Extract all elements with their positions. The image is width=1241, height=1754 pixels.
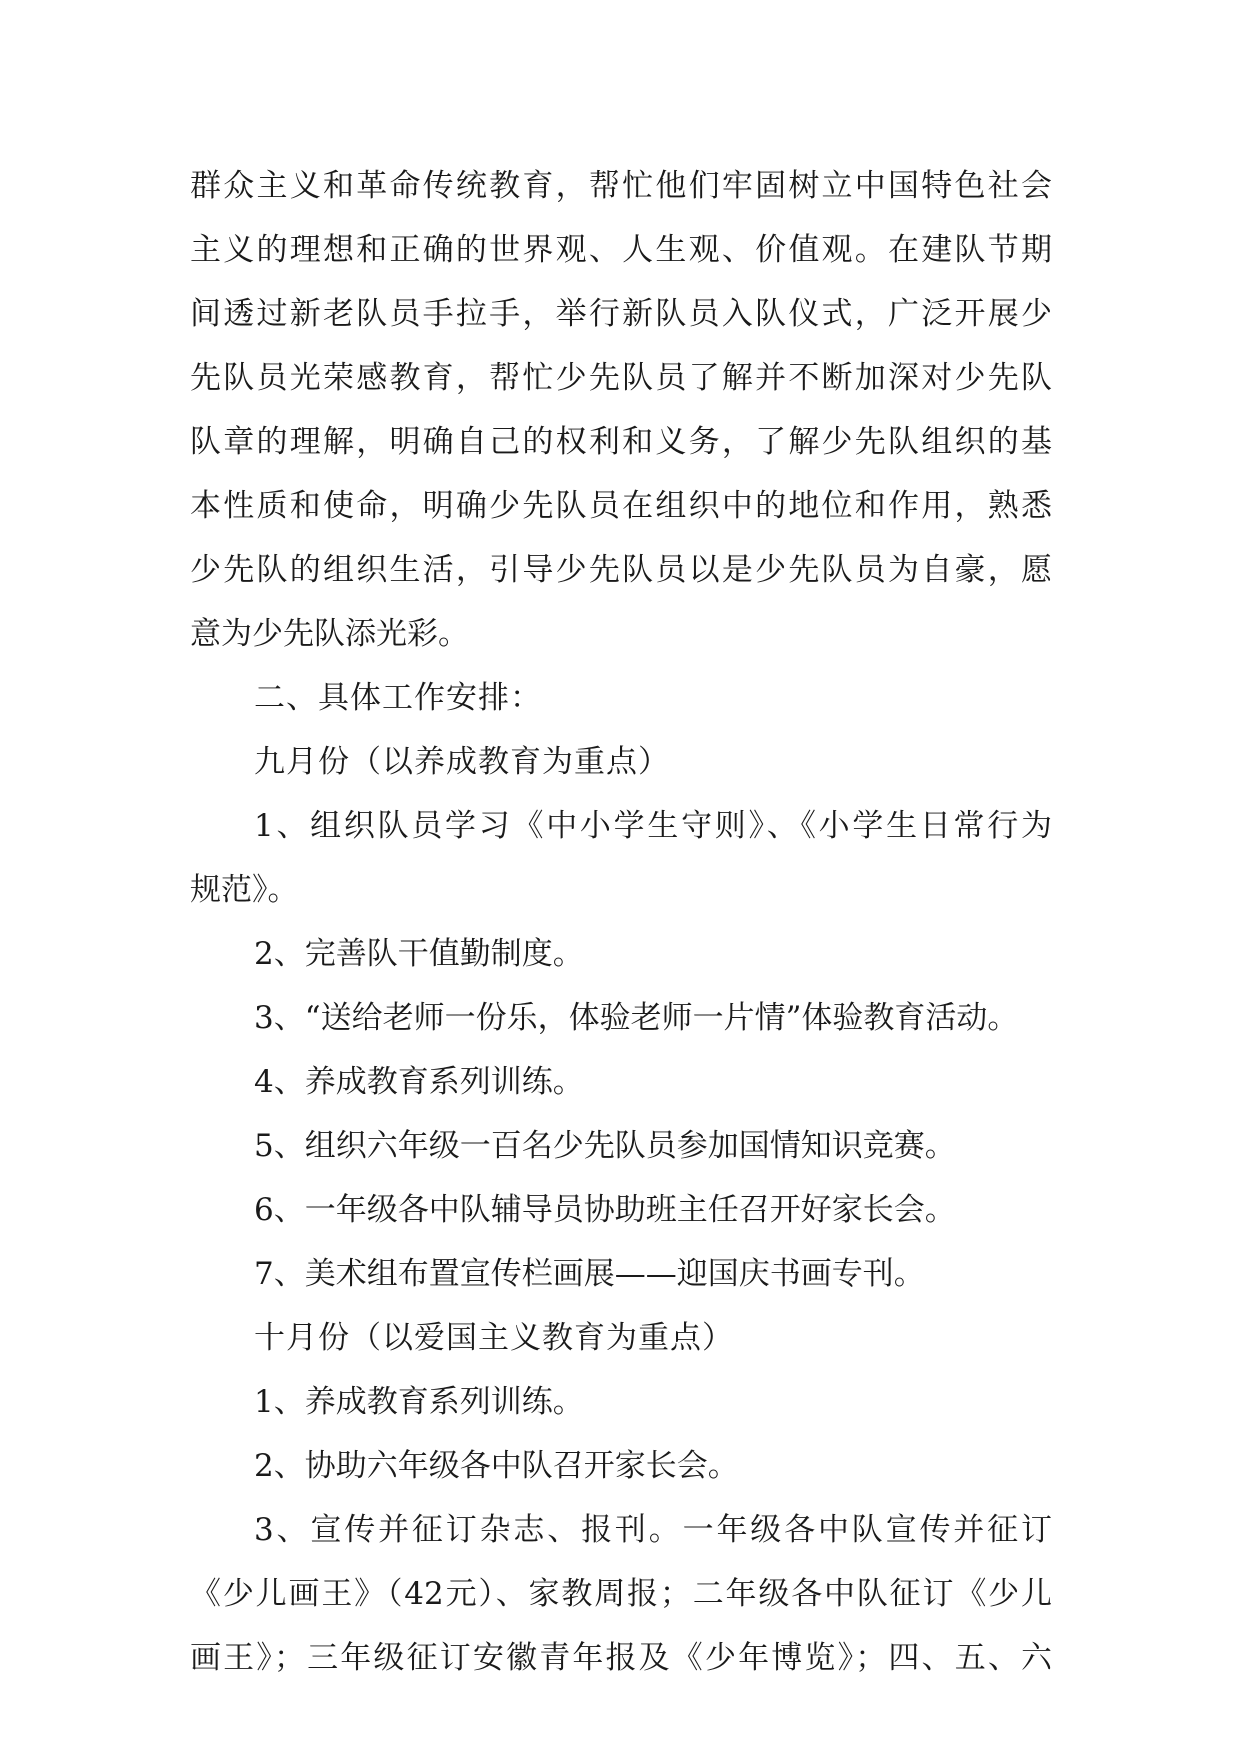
list-item: 3、宣传并征订杂志、报刊。一年级各中队宣传并征订 (254, 1512, 1052, 1548)
paragraph-line: 队章的理解，明确自己的权利和义务，了解少先队组织的基 (190, 424, 1052, 460)
list-item: 4、养成教育系列训练。 (254, 1064, 584, 1100)
section-heading: 二、具体工作安排： (254, 680, 542, 716)
list-item: 2、完善队干值勤制度。 (254, 936, 584, 972)
paragraph-line: 本性质和使命，明确少先队员在组织中的地位和作用，熟悉 (190, 488, 1052, 524)
list-item-continuation: 规范》。 (190, 872, 299, 908)
paragraph-line: 群众主义和革命传统教育，帮忙他们牢固树立中国特色社会 (190, 168, 1052, 204)
paragraph-line: 少先队的组织生活，引导少先队员以是少先队员为自豪，愿 (190, 552, 1052, 588)
document-page (190, 154, 1052, 1690)
month-heading-october: 十月份（以爱国主义教育为重点） (254, 1320, 734, 1356)
list-item-continuation: 《少儿画王》（42元）、家教周报；二年级各中队征订《少儿 (190, 1576, 1052, 1612)
paragraph-line: 间透过新老队员手拉手，举行新队员入队仪式，广泛开展少 (190, 296, 1052, 332)
paragraph-line: 先队员光荣感教育，帮忙少先队员了解并不断加深对少先队 (190, 360, 1052, 396)
list-item: 2、协助六年级各中队召开家长会。 (254, 1448, 739, 1484)
paragraph-line-end: 意为少先队添光彩。 (190, 616, 469, 652)
month-heading-september: 九月份（以养成教育为重点） (254, 744, 670, 780)
list-item: 7、美术组布置宣传栏画展——迎国庆书画专刊。 (254, 1256, 925, 1292)
paragraph-line: 主义的理想和正确的世界观、人生观、价值观。在建队节期 (190, 232, 1052, 268)
list-item-continuation: 画王》；三年级征订安徽青年报及《少年博览》；四、五、六 (190, 1640, 1052, 1676)
list-item: 1、组织队员学习《中小学生守则》、《小学生日常行为 (254, 808, 1052, 844)
list-item: 1、养成教育系列训练。 (254, 1384, 584, 1420)
list-item: 5、组织六年级一百名少先队员参加国情知识竞赛。 (254, 1128, 956, 1164)
list-item: 6、一年级各中队辅导员协助班主任召开好家长会。 (254, 1192, 956, 1228)
list-item: 3、“送给老师一份乐，体验老师一片情”体验教育活动。 (254, 1000, 1019, 1036)
